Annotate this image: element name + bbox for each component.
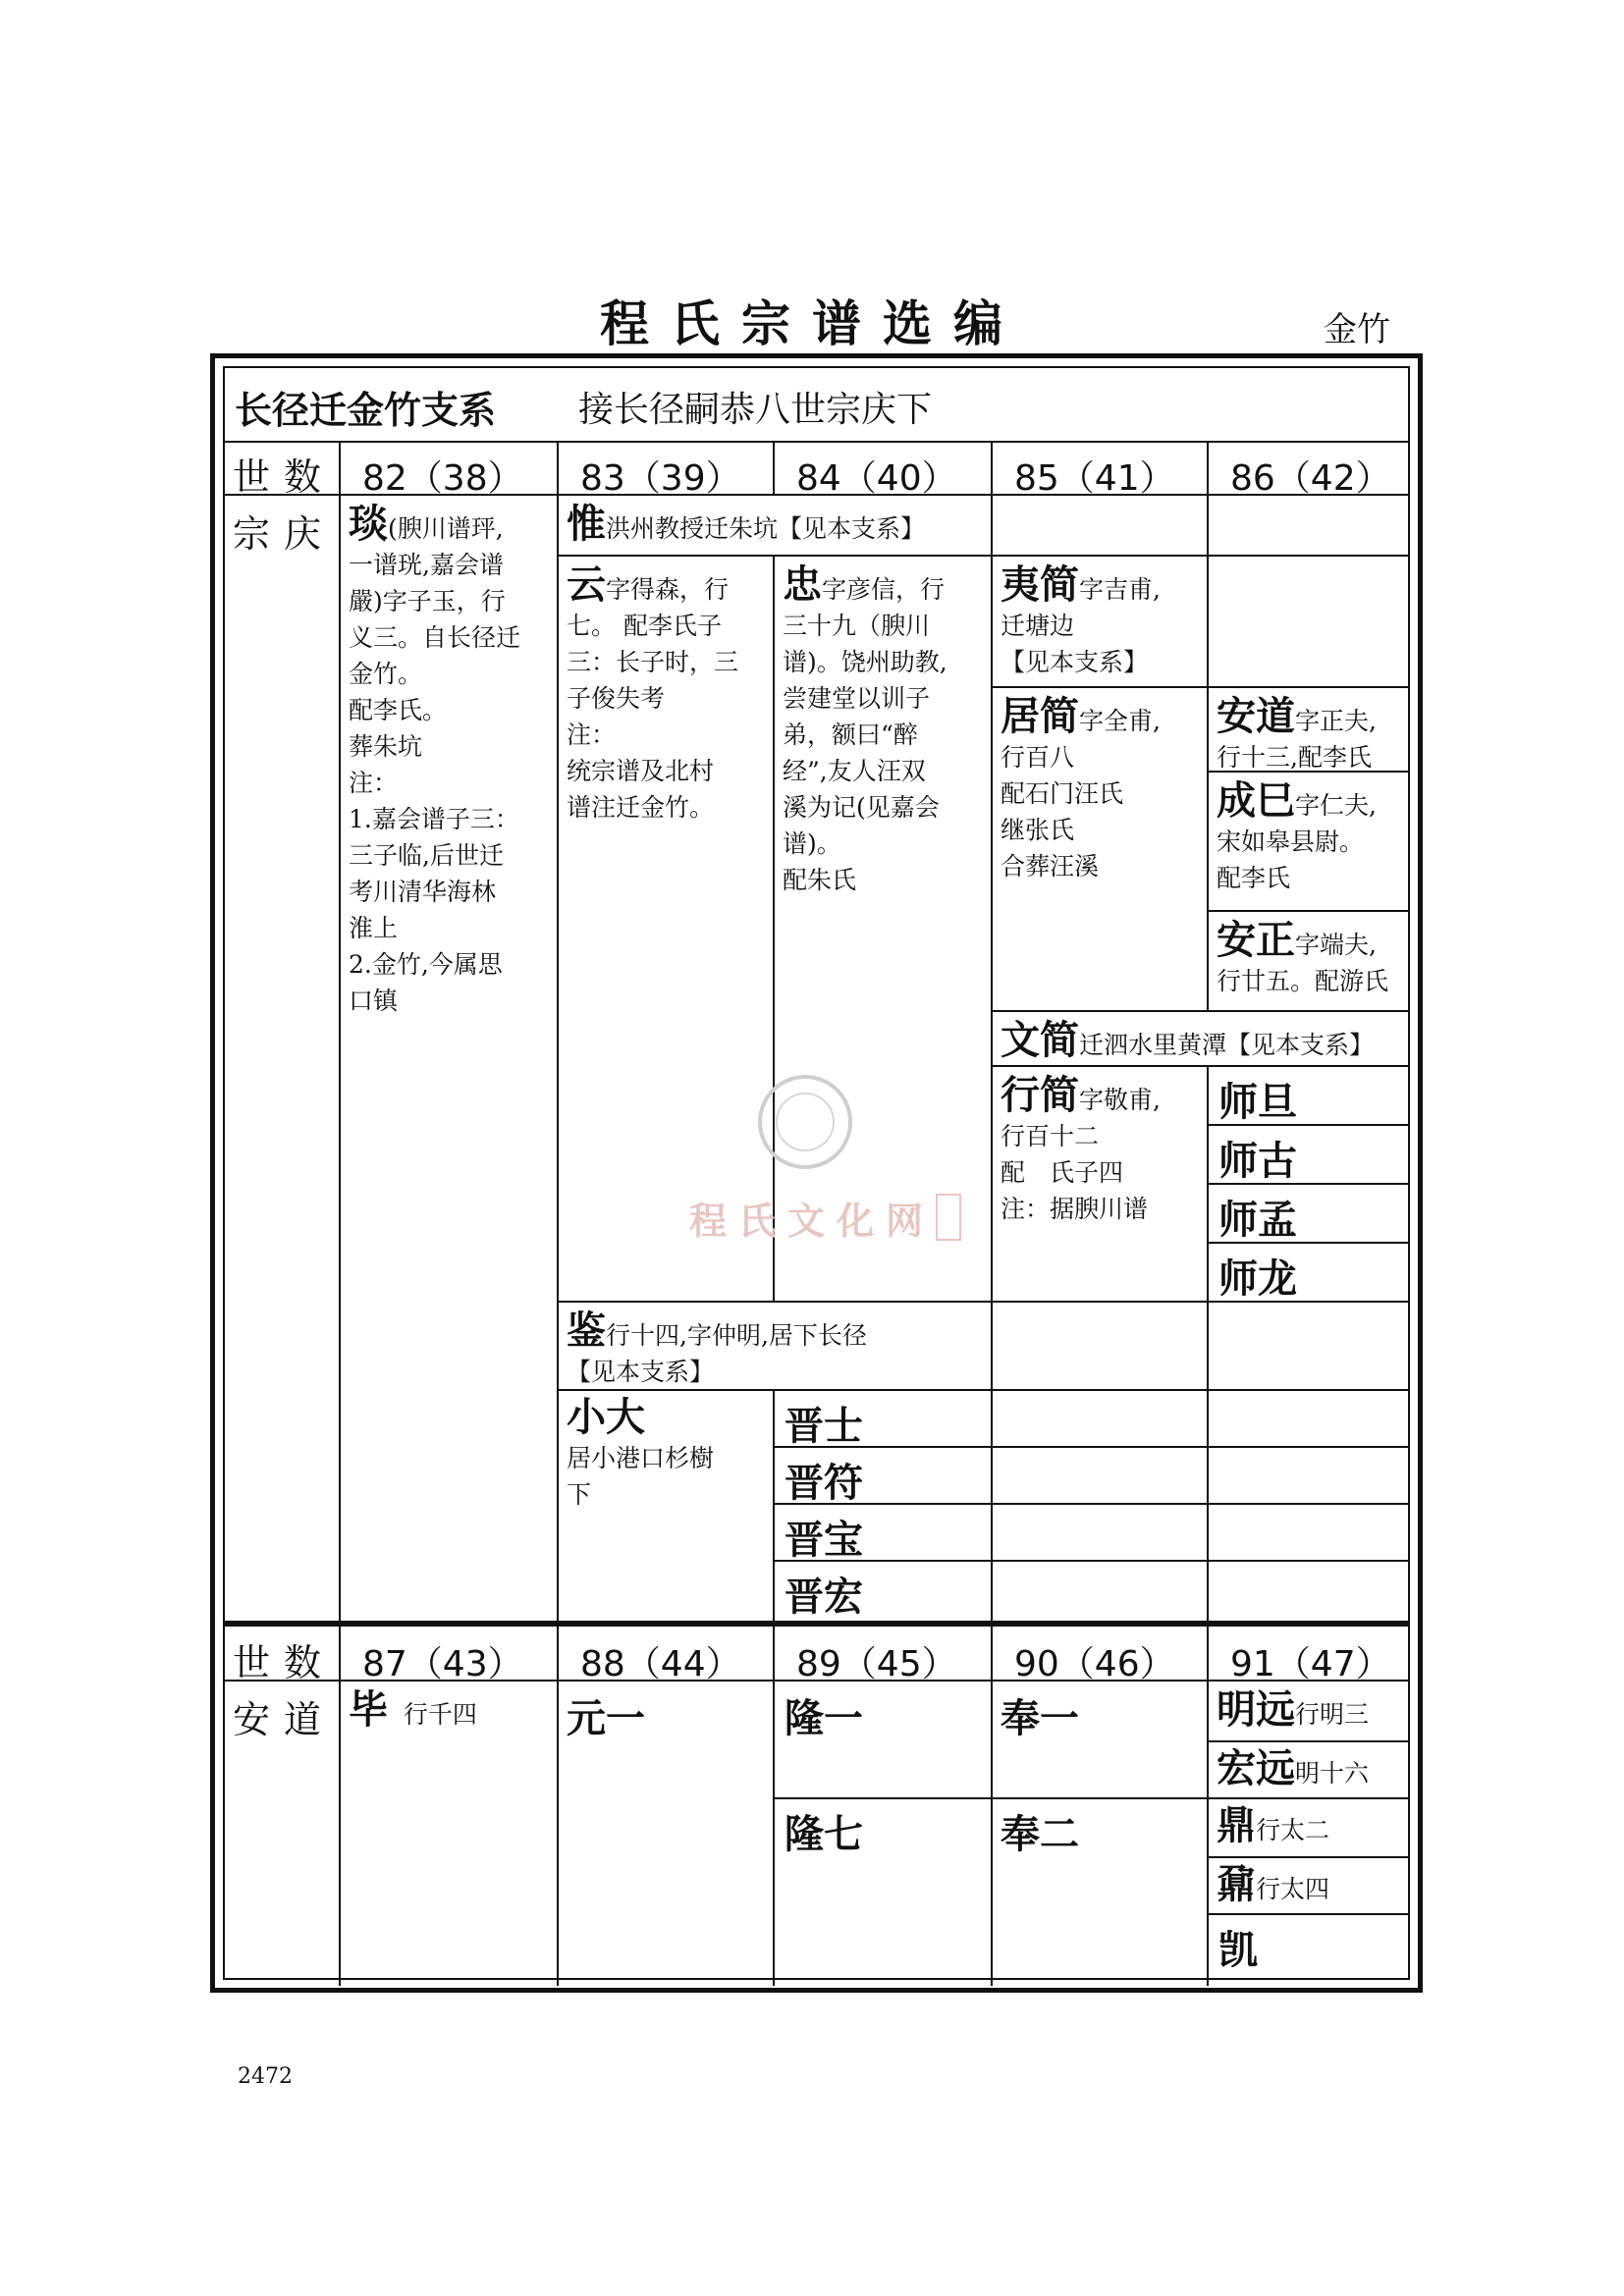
row-line — [1207, 910, 1408, 912]
row-line — [1207, 1856, 1408, 1858]
person-name: 琰 — [349, 501, 388, 547]
person-xingjian: 行简字敬甫, 行百十二 配 氏子四 注：据腴川谱 — [1001, 1072, 1161, 1223]
generation-82: 82（38） — [362, 458, 523, 499]
row-line — [557, 555, 1408, 557]
generation-86: 86（42） — [1230, 458, 1391, 499]
person-nai: 鼐行太四 — [1217, 1861, 1330, 1907]
person-shigu: 师古 — [1218, 1138, 1297, 1184]
person-wenjian: 文简迁泗水里黄潭【见本支系】 — [1001, 1017, 1375, 1063]
person-jinhong: 晋宏 — [785, 1574, 863, 1620]
person-fengyi: 奉一 — [1001, 1695, 1079, 1741]
generation-85: 85（41） — [1014, 458, 1175, 499]
col-line — [1207, 441, 1209, 1010]
person-jinbao: 晋宝 — [785, 1517, 863, 1563]
watermark-seal-icon — [758, 1075, 852, 1169]
col-line — [773, 1389, 775, 1621]
watermark-text: 程氏文化网 — [689, 1199, 936, 1243]
row-line — [991, 686, 1207, 688]
person-longqi: 隆七 — [785, 1811, 863, 1857]
row-line — [773, 1503, 1408, 1505]
row-line — [1207, 686, 1408, 688]
ancestor-label: 宗庆 — [233, 512, 336, 556]
place-label: 金竹 — [1324, 310, 1390, 349]
person-shimeng: 师孟 — [1218, 1197, 1297, 1243]
person-andao: 安道字正夫, 行十三,配李氏 — [1217, 693, 1377, 772]
row-line — [773, 1446, 1408, 1448]
person-jian: 鉴行十四,字仲明,居下长径 【见本支系】 — [567, 1308, 867, 1386]
person-ding: 鼎行太二 — [1217, 1802, 1330, 1848]
person-anzheng: 安正字端夫, 行廿五。配游氏 — [1217, 917, 1389, 995]
person-yun: 云字得森，行 七。 配李氏子 三：长子时，三 子俊失考 注： 统宗谱及北村 谱注迁金竹。 — [567, 561, 739, 822]
person-wei: 惟洪州教授迁朱坑【见本支系】 — [567, 501, 926, 547]
person-xiaoda: 小大 居小港口杉樹 下 — [567, 1394, 715, 1509]
generation-label-2: 世数 — [233, 1641, 336, 1684]
person-jinfu: 晋符 — [785, 1460, 863, 1506]
person-jinshi: 晋士 — [785, 1403, 863, 1449]
col-line — [557, 441, 559, 1621]
person-hongyuan: 宏远明十六 — [1217, 1745, 1370, 1791]
person-longyi: 隆一 — [785, 1695, 863, 1741]
person-shidan: 师旦 — [1218, 1079, 1297, 1125]
branch-header — [225, 368, 1408, 443]
person-shilong: 师龙 — [1218, 1255, 1297, 1302]
generation-label: 世数 — [233, 455, 336, 499]
generation-89: 89（45） — [796, 1644, 957, 1684]
row-line — [1207, 1913, 1408, 1915]
person-zhong: 忠字彦信，行 三十九（腴川 谱)。饶州助教, 尝建堂以训子 弟，额曰“醉 经”,友人汪双 溪为记(见嘉会 谱)。 配朱氏 — [783, 561, 947, 894]
row-line — [1207, 1740, 1408, 1742]
col-line — [773, 555, 775, 1301]
generation-90: 90（46） — [1014, 1644, 1175, 1684]
genealogy-table — [210, 353, 1423, 1993]
page-title: 程氏宗谱选编 — [600, 294, 1024, 352]
person-mingyuan: 明远行明三 — [1217, 1686, 1370, 1733]
col-line — [991, 441, 993, 1621]
generation-91: 91（47） — [1230, 1644, 1391, 1684]
person-jujian: 居简字全甫, 行百八 配石门汪氏 继张氏 合葬汪溪 — [1001, 693, 1161, 881]
col-line — [773, 441, 775, 494]
person-yuanyi: 元一 — [567, 1695, 645, 1741]
page-number: 2472 — [238, 2064, 293, 2089]
person-bi: 毕 行千四 — [349, 1686, 477, 1733]
row-line — [991, 1065, 1408, 1067]
table-inner — [223, 366, 1410, 1980]
person-yijian: 夷简字吉甫, 迁塘边 【见本支系】 — [1001, 561, 1161, 676]
col-line — [1207, 1065, 1209, 1621]
person-chengji: 成巳字仁夫, 宋如皋县尉。 配李氏 — [1217, 777, 1377, 892]
branch-title: 长径迁金竹支系 — [235, 388, 497, 432]
row-line — [991, 1010, 1408, 1012]
col-line — [339, 441, 341, 1621]
row-line — [773, 1797, 1408, 1799]
person-tan: 琰(腴川谱玶, 一谱珖,嘉会谱 嚴)字子玉，行 义三。自长径迁 金竹。 配李氏。 葬朱坑 注： 1.嘉会谱子三： 三子临,后世迁 考川清华海林 淮上 2.金竹,今属思 口镇 — [349, 501, 521, 1015]
ancestor-label-2: 安道 — [233, 1698, 336, 1741]
person-kai: 凯 — [1218, 1927, 1258, 1973]
row-line — [773, 1560, 1408, 1562]
person-fenger: 奉二 — [1001, 1811, 1079, 1857]
generation-87: 87（43） — [362, 1644, 523, 1684]
generation-88: 88（44） — [580, 1644, 741, 1684]
watermark-stamp-icon — [936, 1194, 961, 1241]
generation-83: 83（39） — [580, 458, 741, 499]
branch-subtitle: 接长径嗣恭八世宗庆下 — [578, 390, 933, 430]
generation-84: 84（40） — [796, 458, 957, 499]
